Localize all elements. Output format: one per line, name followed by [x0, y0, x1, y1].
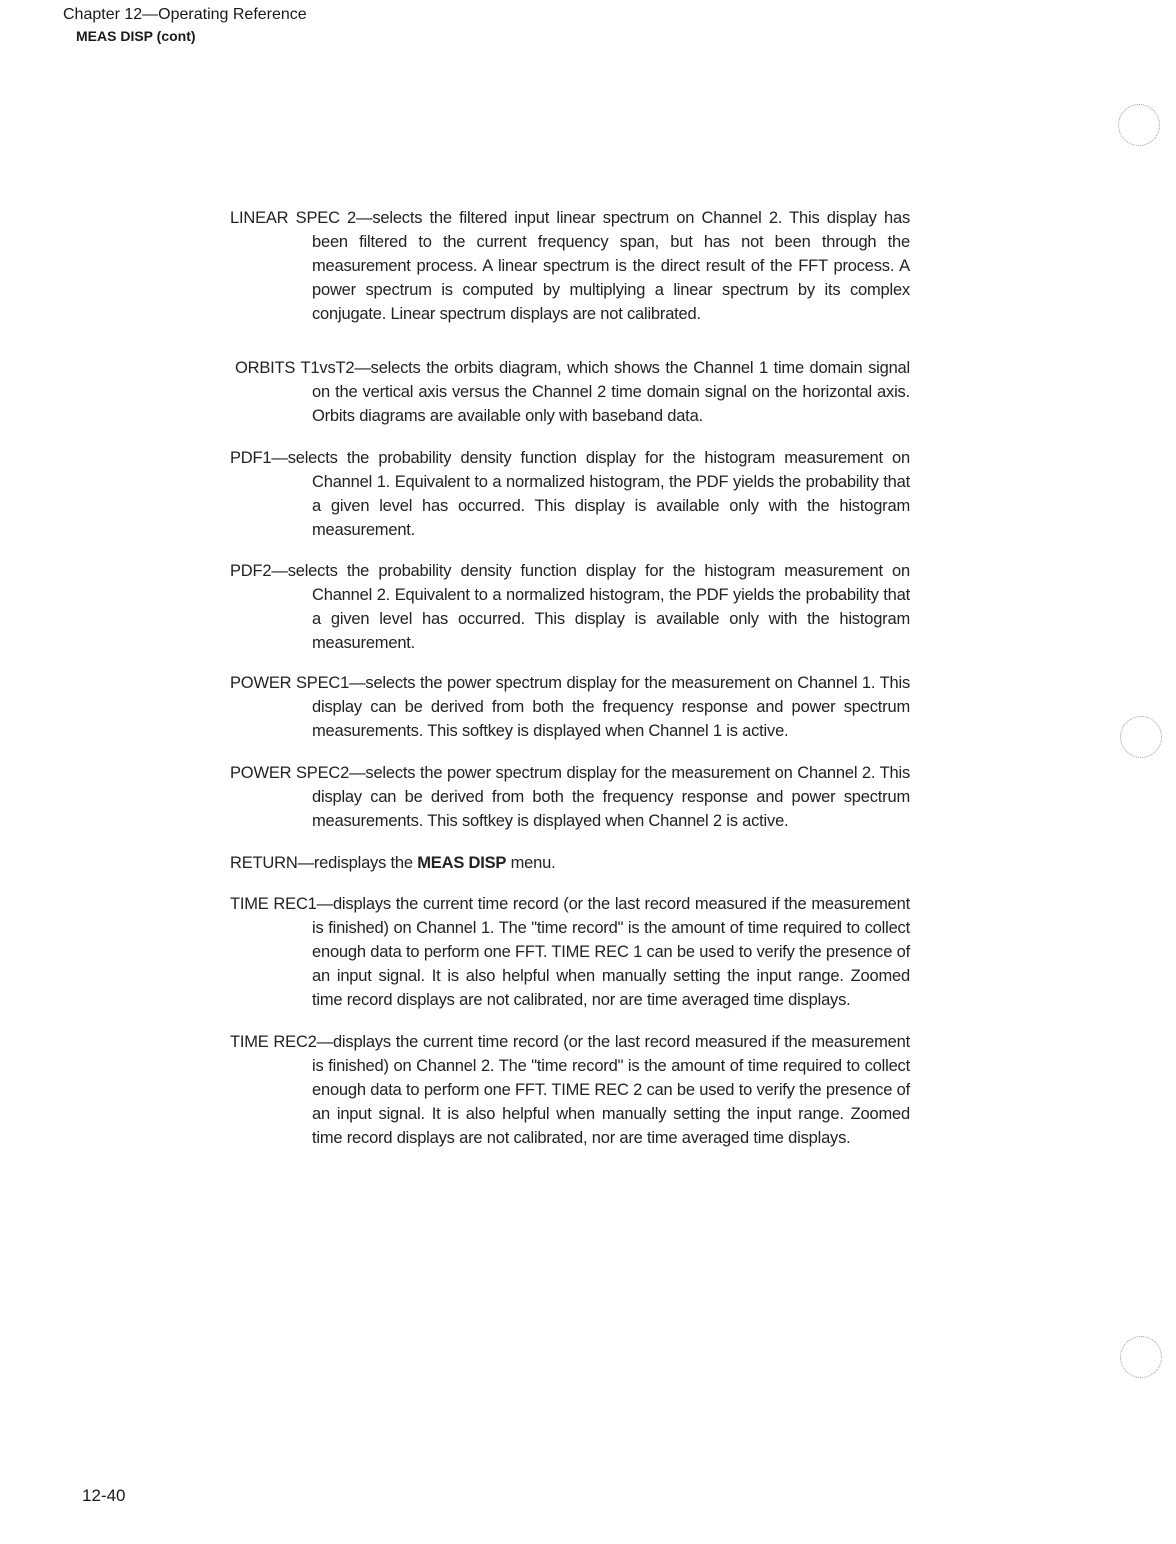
entry-text: —redisplays the — [297, 854, 418, 872]
entry-term: PDF2 — [230, 562, 272, 580]
entry-linear-spec-2 — [230, 206, 910, 326]
entry-pdf2 — [230, 559, 910, 655]
section-title: MEAS DISP (cont) — [76, 28, 196, 44]
softkey-definitions — [230, 206, 910, 1150]
entry-term: POWER SPEC2 — [230, 764, 350, 782]
entry-power-spec2 — [230, 761, 910, 833]
binder-hole — [1118, 104, 1160, 146]
entry-term: TIME REC2 — [230, 1033, 317, 1051]
entry-text: —selects the probability density function display for the histogram measurement on Channel 2. Equivalent to a normalized histogram, the PDF yields the probability that a given level has occurred. This display is available only with the histogram measurement. — [271, 562, 910, 652]
entry-text-end: menu. — [506, 854, 556, 872]
entry-orbits — [230, 356, 910, 428]
entry-text: —displays the current time record (or the last record measured if the measurement is finished) on Channel 2. The "time record" is the amount of time required to collect enough data to perform one FFT. TIME REC 2 can be used to verify the presence of an input signal. It is also helpful when manually setting the input range. Zoomed time record displays are not calibrated, nor are time averaged time displays. — [312, 1033, 910, 1147]
menu-name: MEAS DISP — [417, 854, 507, 872]
entry-pdf1 — [230, 446, 910, 542]
entry-text: —selects the power spectrum display for the measurement on Channel 1. This display can be derived from both the frequency response and power spectrum measurements. This softkey is displayed when Channel 1 is active. — [312, 674, 911, 740]
entry-time-rec2 — [230, 1030, 910, 1150]
entry-term: RETURN — [230, 854, 298, 872]
entry-text: —selects the probability density function display for the histogram measurement on Channel 1. Equivalent to a normalized histogram, the PDF yields the probability that a given level has occurred. This display is available only with the histogram measurement. — [271, 449, 910, 539]
entry-text: —displays the current time record (or the last record measured if the measurement is finished) on Channel 1. The "time record" is the amount of time required to collect enough data to perform one FFT. TIME REC 1 can be used to verify the presence of an input signal. It is also helpful when manually setting the input range. Zoomed time record displays are not calibrated, nor are time averaged time displays. — [312, 895, 910, 1009]
entry-term: LINEAR SPEC 2 — [230, 209, 357, 227]
entry-term: POWER SPEC1 — [230, 674, 350, 692]
page-number: 12-40 — [82, 1486, 126, 1505]
entry-return — [230, 851, 910, 875]
chapter-title: Chapter 12—Operating Reference — [63, 6, 307, 23]
entry-term: ORBITS T1vsT2 — [235, 359, 355, 377]
entry-term: TIME REC1 — [230, 895, 317, 913]
entry-text: —selects the power spectrum display for the measurement on Channel 2. This display can be derived from both the frequency response and power spectrum measurements. This softkey is displayed when Channel 2 is active. — [312, 764, 911, 830]
entry-power-spec1 — [230, 671, 910, 743]
entry-text: —selects the orbits diagram, which shows the Channel 1 time domain signal on the vertical axis versus the Channel 2 time domain signal on the horizontal axis. Orbits diagrams are available only with baseband data. — [312, 359, 910, 425]
binder-hole — [1120, 716, 1162, 758]
entry-time-rec1 — [230, 892, 910, 1012]
binder-hole — [1120, 1336, 1162, 1378]
entry-text: —selects the filtered input linear spectrum on Channel 2. This display has been filtered to the current frequency span, but has not been through the measurement process. A linear spectrum is the direct result of the FFT process. A power spectrum is computed by multiplying a linear spectrum by its complex conjugate. Linear spectrum displays are not calibrated. — [312, 209, 910, 323]
entry-term: PDF1 — [230, 449, 272, 467]
